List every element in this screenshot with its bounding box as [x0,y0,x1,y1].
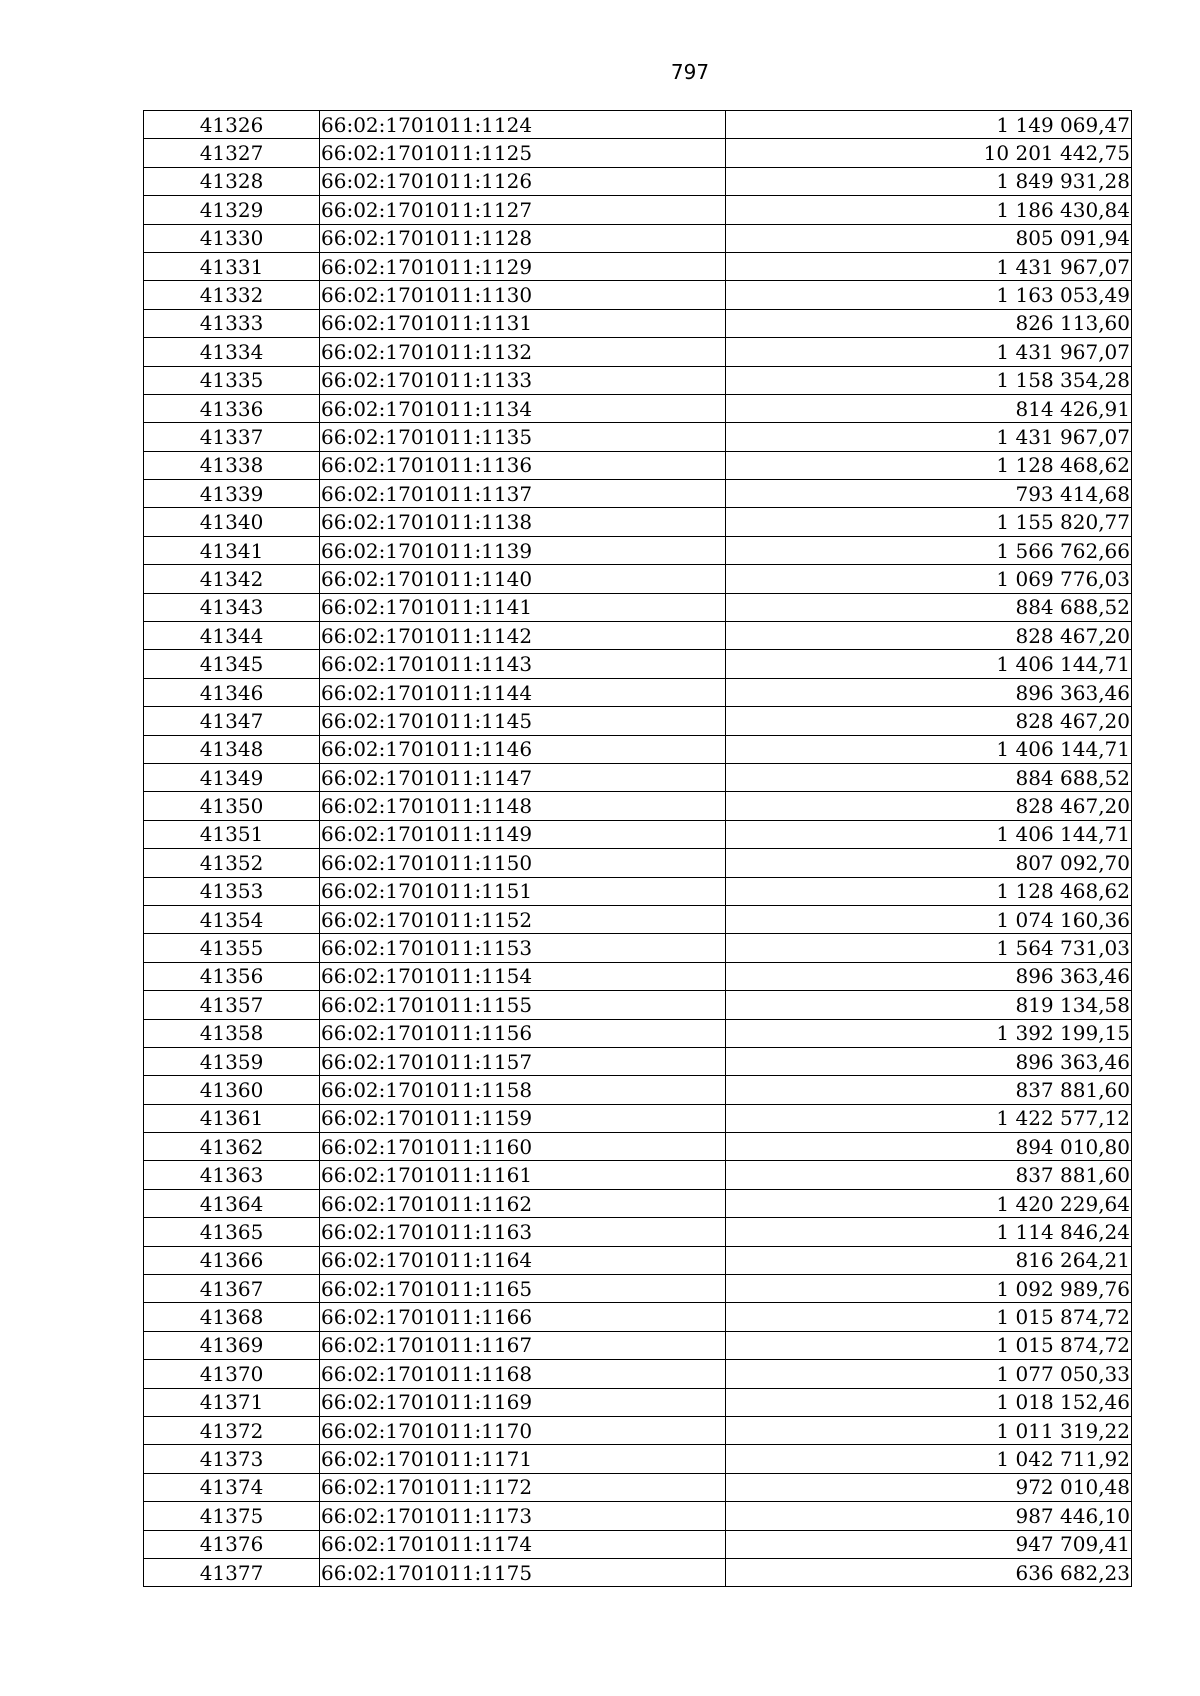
cadastral-number-cell: 66:02:1701011:1165 [320,1275,726,1303]
value-cell: 896 363,46 [726,962,1132,990]
row-number-cell: 41368 [144,1303,320,1331]
cadastral-number-cell: 66:02:1701011:1159 [320,1104,726,1132]
row-number-cell: 41346 [144,678,320,706]
row-number-cell: 41372 [144,1416,320,1444]
row-number-cell: 41347 [144,707,320,735]
table-row [144,1246,1132,1274]
table-row [144,480,1132,508]
table-row [144,593,1132,621]
table-row [144,281,1132,309]
row-number-cell: 41366 [144,1246,320,1274]
cadastral-number-cell: 66:02:1701011:1124 [320,111,726,139]
value-cell: 814 426,91 [726,394,1132,422]
row-number-cell: 41362 [144,1133,320,1161]
row-number-cell: 41370 [144,1360,320,1388]
row-number-cell: 41376 [144,1530,320,1558]
table-row [144,1303,1132,1331]
row-number-cell: 41345 [144,650,320,678]
cadastral-number-cell: 66:02:1701011:1132 [320,338,726,366]
value-cell: 1 018 152,46 [726,1388,1132,1416]
cadastral-number-cell: 66:02:1701011:1172 [320,1473,726,1501]
cadastral-number-cell: 66:02:1701011:1139 [320,536,726,564]
row-number-cell: 41341 [144,536,320,564]
table-row [144,139,1132,167]
table-row [144,849,1132,877]
value-cell: 807 092,70 [726,849,1132,877]
value-cell: 805 091,94 [726,224,1132,252]
table-row [144,1218,1132,1246]
row-number-cell: 41363 [144,1161,320,1189]
table-row [144,678,1132,706]
cadastral-number-cell: 66:02:1701011:1151 [320,877,726,905]
row-number-cell: 41357 [144,991,320,1019]
value-cell: 636 682,23 [726,1558,1132,1586]
table-row [144,1388,1132,1416]
cadastral-number-cell: 66:02:1701011:1155 [320,991,726,1019]
row-number-cell: 41377 [144,1558,320,1586]
table-row [144,905,1132,933]
cadastral-number-cell: 66:02:1701011:1145 [320,707,726,735]
value-cell: 1 163 053,49 [726,281,1132,309]
cadastral-number-cell: 66:02:1701011:1160 [320,1133,726,1161]
cadastral-number-cell: 66:02:1701011:1170 [320,1416,726,1444]
cadastral-number-cell: 66:02:1701011:1158 [320,1076,726,1104]
table-row [144,1416,1132,1444]
cadastral-number-cell: 66:02:1701011:1131 [320,309,726,337]
table-row [144,1133,1132,1161]
table-row [144,622,1132,650]
cadastral-number-cell: 66:02:1701011:1153 [320,934,726,962]
table-row [144,338,1132,366]
value-cell: 819 134,58 [726,991,1132,1019]
table-row [144,1473,1132,1501]
value-cell: 1 849 931,28 [726,167,1132,195]
cadastral-number-cell: 66:02:1701011:1154 [320,962,726,990]
value-cell: 1 042 711,92 [726,1445,1132,1473]
value-cell: 972 010,48 [726,1473,1132,1501]
row-number-cell: 41337 [144,423,320,451]
value-cell: 1 431 967,07 [726,338,1132,366]
cadastral-number-cell: 66:02:1701011:1171 [320,1445,726,1473]
value-cell: 1 420 229,64 [726,1189,1132,1217]
table-row [144,934,1132,962]
row-number-cell: 41353 [144,877,320,905]
row-number-cell: 41348 [144,735,320,763]
value-cell: 1 186 430,84 [726,196,1132,224]
cadastral-number-cell: 66:02:1701011:1146 [320,735,726,763]
row-number-cell: 41351 [144,820,320,848]
row-number-cell: 41350 [144,792,320,820]
table-row [144,1189,1132,1217]
row-number-cell: 41343 [144,593,320,621]
table-row [144,1161,1132,1189]
value-cell: 947 709,41 [726,1530,1132,1558]
cadastral-number-cell: 66:02:1701011:1149 [320,820,726,848]
value-cell: 1 566 762,66 [726,536,1132,564]
value-cell: 1 092 989,76 [726,1275,1132,1303]
value-cell: 828 467,20 [726,707,1132,735]
row-number-cell: 41327 [144,139,320,167]
row-number-cell: 41374 [144,1473,320,1501]
cadastral-number-cell: 66:02:1701011:1141 [320,593,726,621]
cadastral-number-cell: 66:02:1701011:1156 [320,1019,726,1047]
table-row [144,707,1132,735]
value-cell: 1 149 069,47 [726,111,1132,139]
value-cell: 884 688,52 [726,763,1132,791]
row-number-cell: 41334 [144,338,320,366]
row-number-cell: 41354 [144,905,320,933]
value-cell: 837 881,60 [726,1076,1132,1104]
row-number-cell: 41365 [144,1218,320,1246]
value-cell: 837 881,60 [726,1161,1132,1189]
row-number-cell: 41335 [144,366,320,394]
cadastral-number-cell: 66:02:1701011:1173 [320,1502,726,1530]
table-row [144,1104,1132,1132]
row-number-cell: 41338 [144,451,320,479]
value-cell: 826 113,60 [726,309,1132,337]
cadastral-number-cell: 66:02:1701011:1174 [320,1530,726,1558]
row-number-cell: 41328 [144,167,320,195]
value-cell: 1 406 144,71 [726,820,1132,848]
table-row [144,111,1132,139]
table-row [144,309,1132,337]
row-number-cell: 41355 [144,934,320,962]
value-cell: 987 446,10 [726,1502,1132,1530]
cadastral-number-cell: 66:02:1701011:1157 [320,1047,726,1075]
row-number-cell: 41330 [144,224,320,252]
cadastral-number-cell: 66:02:1701011:1152 [320,905,726,933]
table-row [144,196,1132,224]
table-row [144,1019,1132,1047]
table-row [144,1530,1132,1558]
cadastral-number-cell: 66:02:1701011:1136 [320,451,726,479]
cadastral-number-cell: 66:02:1701011:1150 [320,849,726,877]
row-number-cell: 41367 [144,1275,320,1303]
value-cell: 896 363,46 [726,1047,1132,1075]
table-row [144,423,1132,451]
table-row [144,877,1132,905]
row-number-cell: 41364 [144,1189,320,1217]
row-number-cell: 41359 [144,1047,320,1075]
value-cell: 1 069 776,03 [726,565,1132,593]
value-cell: 1 392 199,15 [726,1019,1132,1047]
cadastral-number-cell: 66:02:1701011:1162 [320,1189,726,1217]
row-number-cell: 41344 [144,622,320,650]
cadastral-number-cell: 66:02:1701011:1125 [320,139,726,167]
row-number-cell: 41358 [144,1019,320,1047]
table-row [144,820,1132,848]
table-row [144,735,1132,763]
cadastral-number-cell: 66:02:1701011:1147 [320,763,726,791]
value-cell: 884 688,52 [726,593,1132,621]
row-number-cell: 41329 [144,196,320,224]
cadastral-number-cell: 66:02:1701011:1130 [320,281,726,309]
value-cell: 1 074 160,36 [726,905,1132,933]
value-cell: 1 015 874,72 [726,1303,1132,1331]
table-row [144,1047,1132,1075]
table-row [144,650,1132,678]
row-number-cell: 41360 [144,1076,320,1104]
row-number-cell: 41375 [144,1502,320,1530]
value-cell: 894 010,80 [726,1133,1132,1161]
value-cell: 1 077 050,33 [726,1360,1132,1388]
cadastral-number-cell: 66:02:1701011:1129 [320,252,726,280]
page-number: 797 [670,60,710,84]
row-number-cell: 41342 [144,565,320,593]
value-cell: 10 201 442,75 [726,139,1132,167]
row-number-cell: 41332 [144,281,320,309]
table-row [144,1558,1132,1586]
cadastral-number-cell: 66:02:1701011:1175 [320,1558,726,1586]
cadastral-number-cell: 66:02:1701011:1133 [320,366,726,394]
table-row [144,1076,1132,1104]
row-number-cell: 41369 [144,1331,320,1359]
cadastral-number-cell: 66:02:1701011:1137 [320,480,726,508]
cadastral-number-cell: 66:02:1701011:1148 [320,792,726,820]
cadastral-number-cell: 66:02:1701011:1168 [320,1360,726,1388]
table-row [144,451,1132,479]
row-number-cell: 41371 [144,1388,320,1416]
cadastral-number-cell: 66:02:1701011:1142 [320,622,726,650]
registry-table [143,110,1132,1587]
cadastral-number-cell: 66:02:1701011:1144 [320,678,726,706]
row-number-cell: 41336 [144,394,320,422]
value-cell: 1 015 874,72 [726,1331,1132,1359]
value-cell: 1 128 468,62 [726,877,1132,905]
table-row [144,1502,1132,1530]
value-cell: 896 363,46 [726,678,1132,706]
table-row [144,536,1132,564]
value-cell: 816 264,21 [726,1246,1132,1274]
value-cell: 1 422 577,12 [726,1104,1132,1132]
row-number-cell: 41326 [144,111,320,139]
value-cell: 1 431 967,07 [726,423,1132,451]
table-body [144,111,1132,1587]
cadastral-number-cell: 66:02:1701011:1167 [320,1331,726,1359]
table-row [144,224,1132,252]
value-cell: 1 155 820,77 [726,508,1132,536]
value-cell: 1 128 468,62 [726,451,1132,479]
table-row [144,1445,1132,1473]
value-cell: 1 011 319,22 [726,1416,1132,1444]
row-number-cell: 41352 [144,849,320,877]
value-cell: 1 564 731,03 [726,934,1132,962]
table-row [144,1360,1132,1388]
value-cell: 1 431 967,07 [726,252,1132,280]
row-number-cell: 41339 [144,480,320,508]
value-cell: 1 406 144,71 [726,650,1132,678]
table-row [144,962,1132,990]
table-row [144,763,1132,791]
row-number-cell: 41349 [144,763,320,791]
value-cell: 828 467,20 [726,622,1132,650]
value-cell: 793 414,68 [726,480,1132,508]
row-number-cell: 41333 [144,309,320,337]
row-number-cell: 41340 [144,508,320,536]
table-row [144,991,1132,1019]
value-cell: 1 114 846,24 [726,1218,1132,1246]
cadastral-number-cell: 66:02:1701011:1161 [320,1161,726,1189]
table-row [144,394,1132,422]
cadastral-number-cell: 66:02:1701011:1128 [320,224,726,252]
row-number-cell: 41373 [144,1445,320,1473]
cadastral-number-cell: 66:02:1701011:1135 [320,423,726,451]
cadastral-number-cell: 66:02:1701011:1163 [320,1218,726,1246]
cadastral-number-cell: 66:02:1701011:1164 [320,1246,726,1274]
value-cell: 828 467,20 [726,792,1132,820]
table-row [144,792,1132,820]
table-row [144,508,1132,536]
table-row [144,252,1132,280]
row-number-cell: 41331 [144,252,320,280]
value-cell: 1 406 144,71 [726,735,1132,763]
table-row [144,167,1132,195]
cadastral-number-cell: 66:02:1701011:1166 [320,1303,726,1331]
cadastral-number-cell: 66:02:1701011:1126 [320,167,726,195]
table-row [144,565,1132,593]
cadastral-number-cell: 66:02:1701011:1127 [320,196,726,224]
row-number-cell: 41356 [144,962,320,990]
value-cell: 1 158 354,28 [726,366,1132,394]
table-row [144,366,1132,394]
table-row [144,1275,1132,1303]
cadastral-number-cell: 66:02:1701011:1138 [320,508,726,536]
cadastral-number-cell: 66:02:1701011:1169 [320,1388,726,1416]
table-row [144,1331,1132,1359]
cadastral-number-cell: 66:02:1701011:1143 [320,650,726,678]
row-number-cell: 41361 [144,1104,320,1132]
cadastral-number-cell: 66:02:1701011:1140 [320,565,726,593]
cadastral-number-cell: 66:02:1701011:1134 [320,394,726,422]
